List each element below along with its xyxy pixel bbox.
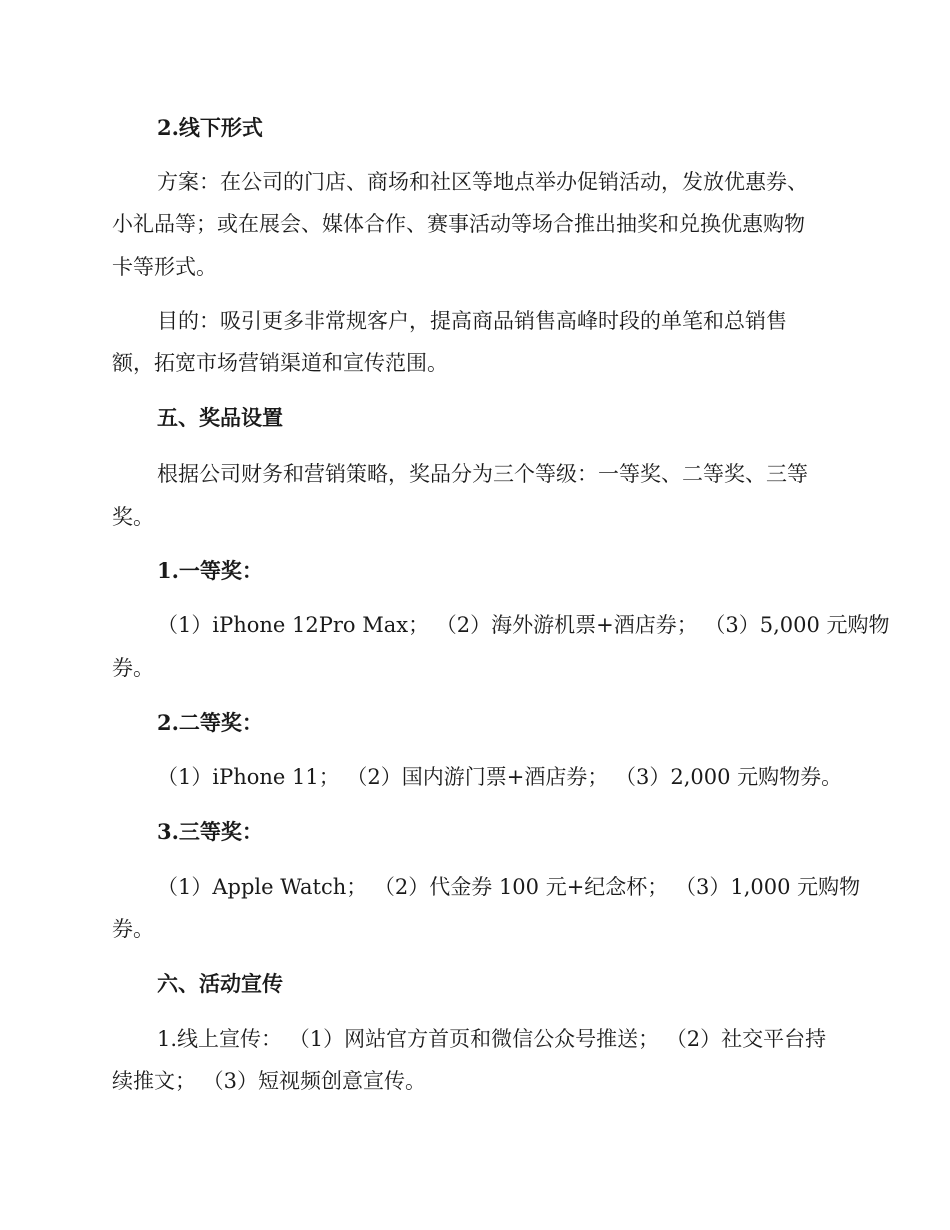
offline-plan-line1: 方案：在公司的门店、商场和社区等地点举办促销活动，发放优惠券、 xyxy=(157,170,808,194)
offline-plan-line2: 小礼品等；或在展会、媒体合作、赛事活动等场合推出抽奖和兑换优惠购物 xyxy=(112,212,805,236)
third-prize-line1: （1）Apple Watch； （2）代金券 100 元+纪念杯； （3）1,000 元购物 xyxy=(157,875,861,899)
promotion-online-line2: 续推文； （3）短视频创意宣传。 xyxy=(112,1069,427,1093)
first-prize-heading: 1.一等奖： xyxy=(157,558,263,583)
second-prize-heading: 2.二等奖： xyxy=(157,710,263,735)
promotion-heading: 六、活动宣传 xyxy=(157,971,283,996)
prizes-heading: 五、奖品设置 xyxy=(157,405,283,430)
third-prize-line2: 券。 xyxy=(112,917,154,941)
first-prize-line1: （1）iPhone 12Pro Max； （2）海外游机票+酒店券； （3）5,000 元购物 xyxy=(157,613,890,637)
second-prize-line1: （1）iPhone 11； （2）国内游门票+酒店券； （3）2,000 元购物券。 xyxy=(157,765,843,789)
third-prize-heading: 3.三等奖： xyxy=(157,819,263,844)
prizes-intro-line2: 奖。 xyxy=(112,505,154,529)
offline-goal-line1: 目的：吸引更多非常规客户，提高商品销售高峰时段的单笔和总销售 xyxy=(157,309,787,333)
promotion-online-line1: 1.线上宣传： （1）网站官方首页和微信公众号推送； （2）社交平台持 xyxy=(157,1027,827,1051)
offline-plan-line3: 卡等形式。 xyxy=(112,255,217,279)
prizes-intro-line1: 根据公司财务和营销策略，奖品分为三个等级：一等奖、二等奖、三等 xyxy=(157,462,808,486)
offline-goal-line2: 额，拓宽市场营销渠道和宣传范围。 xyxy=(112,351,448,375)
first-prize-line2: 券。 xyxy=(112,656,154,680)
offline-heading: 2.线下形式 xyxy=(157,115,263,140)
